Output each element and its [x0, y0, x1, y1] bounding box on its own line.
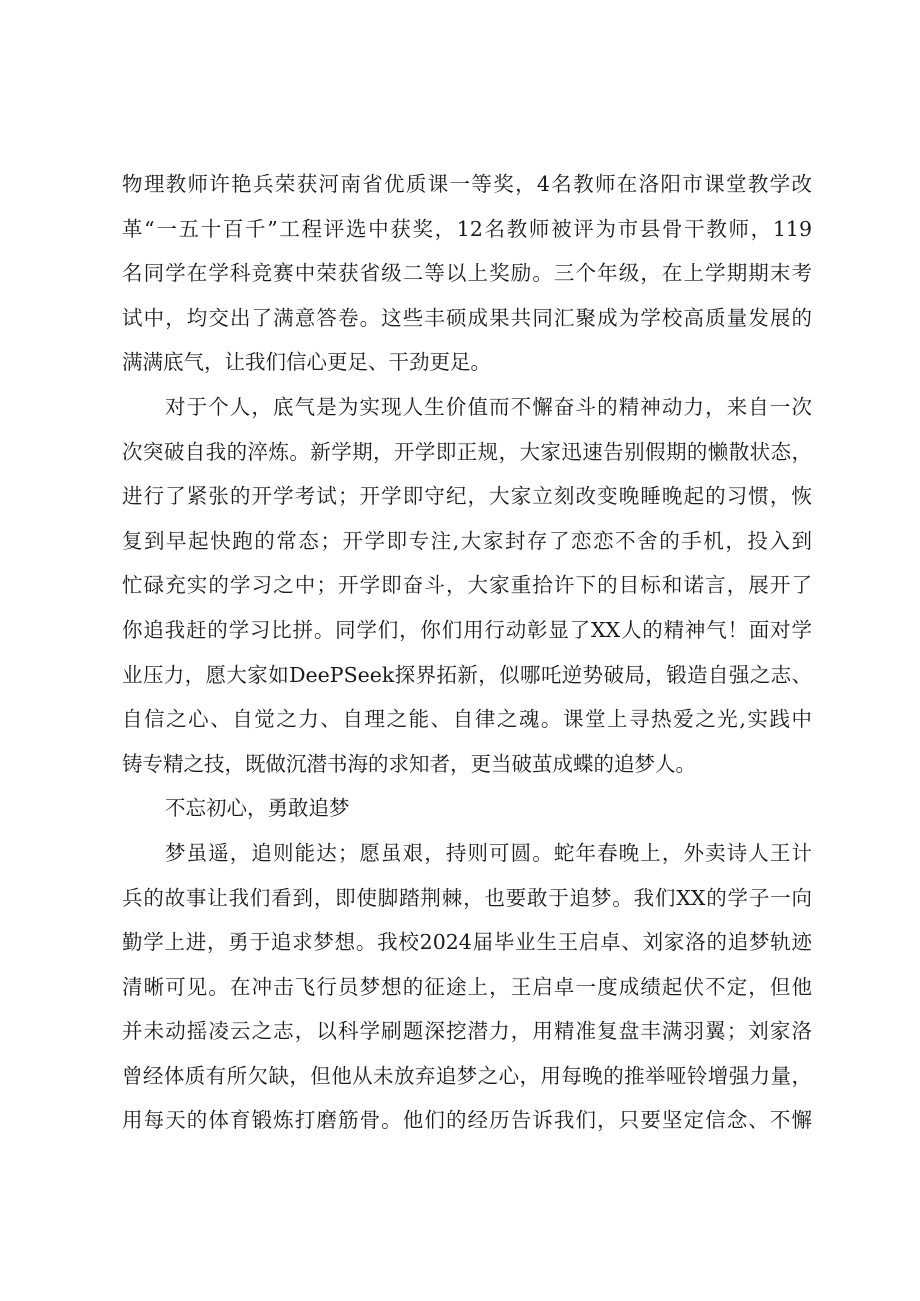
text-line: 兵的故事让我们看到，即使脚踏荆棘，也要敢于追梦。我们XX的学子一向: [122, 885, 812, 910]
text-line: 满满底气，让我们信心更足、干劲更足。: [122, 350, 491, 375]
text-line: 革“一五十百千”工程评选中获奖，12名教师被评为市县骨干教师，119: [122, 216, 812, 241]
text-line: 忙碌充实的学习之中；开学即奋斗，大家重拾许下的目标和诺言，展开了: [122, 573, 812, 598]
text-line: 用每天的体育锻炼打磨筋骨。他们的经历告诉我们，只要坚定信念、不懈: [122, 1108, 812, 1133]
text-line: 自信之心、自觉之力、自理之能、自律之魂。课堂上寻热爱之光,实践中: [122, 707, 812, 732]
text-line: 复到早起快跑的常态；开学即专注,大家封存了恋恋不舍的手机，投入到: [122, 528, 812, 553]
text-line: 对于个人，底气是为实现人生价值而不懈奋斗的精神动力，来自一次: [165, 394, 812, 419]
text-line: 梦虽遥，追则能达；愿虽艰，持则可圆。蛇年春晚上，外卖诗人王计: [165, 840, 812, 865]
text-line: 铸专精之技，既做沉潜书海的求知者，更当破茧成蝶的追梦人。: [122, 751, 696, 776]
text-line: 曾经体质有所欠缺，但他从未放弃追梦之心，用每晚的推举哑铃增强力量，: [122, 1063, 812, 1088]
body-text: [122, 162, 812, 1143]
section-heading-text: 不忘初心，勇敢追梦: [165, 796, 350, 821]
text-line: 名同学在学科竞赛中荣获省级二等以上奖励。三个年级，在上学期期末考: [122, 261, 812, 286]
text-line: 试中，均交出了满意答卷。这些丰硕成果共同汇聚成为学校高质量发展的: [122, 305, 812, 330]
section-heading: [122, 786, 812, 831]
text-line: 勤学上进，勇于追求梦想。我校2024届毕业生王启卓、刘家洛的追梦轨迹: [122, 930, 812, 955]
paragraph-achievements: [122, 162, 812, 385]
text-line: 你追我赶的学习比拼。同学们，你们用行动彰显了XX人的精神气！面对学: [122, 617, 812, 642]
text-line: 并未动摇凌云之志，以科学刷题深挖潜力，用精准复盘丰满羽翼；刘家洛: [122, 1019, 812, 1044]
text-line: 物理教师许艳兵荣获河南省优质课一等奖，4名教师在洛阳市课堂教学改: [122, 172, 812, 196]
text-line: 业压力，愿大家如DeePSeek探界拓新，似哪吒逆势破局，锻造自强之志、: [122, 662, 812, 687]
text-line: 进行了紧张的开学考试；开学即守纪，大家立刻改变晚睡晚起的习惯，恢: [122, 484, 812, 509]
paragraph-dream: [122, 831, 812, 1143]
text-line: 次突破自我的淬炼。新学期，开学即正规，大家迅速告别假期的懒散状态，: [122, 439, 812, 464]
paragraph-personal: [122, 385, 812, 786]
text-line: 清晰可见。在冲击飞行员梦想的征途上，王启卓一度成绩起伏不定，但他: [122, 974, 812, 999]
